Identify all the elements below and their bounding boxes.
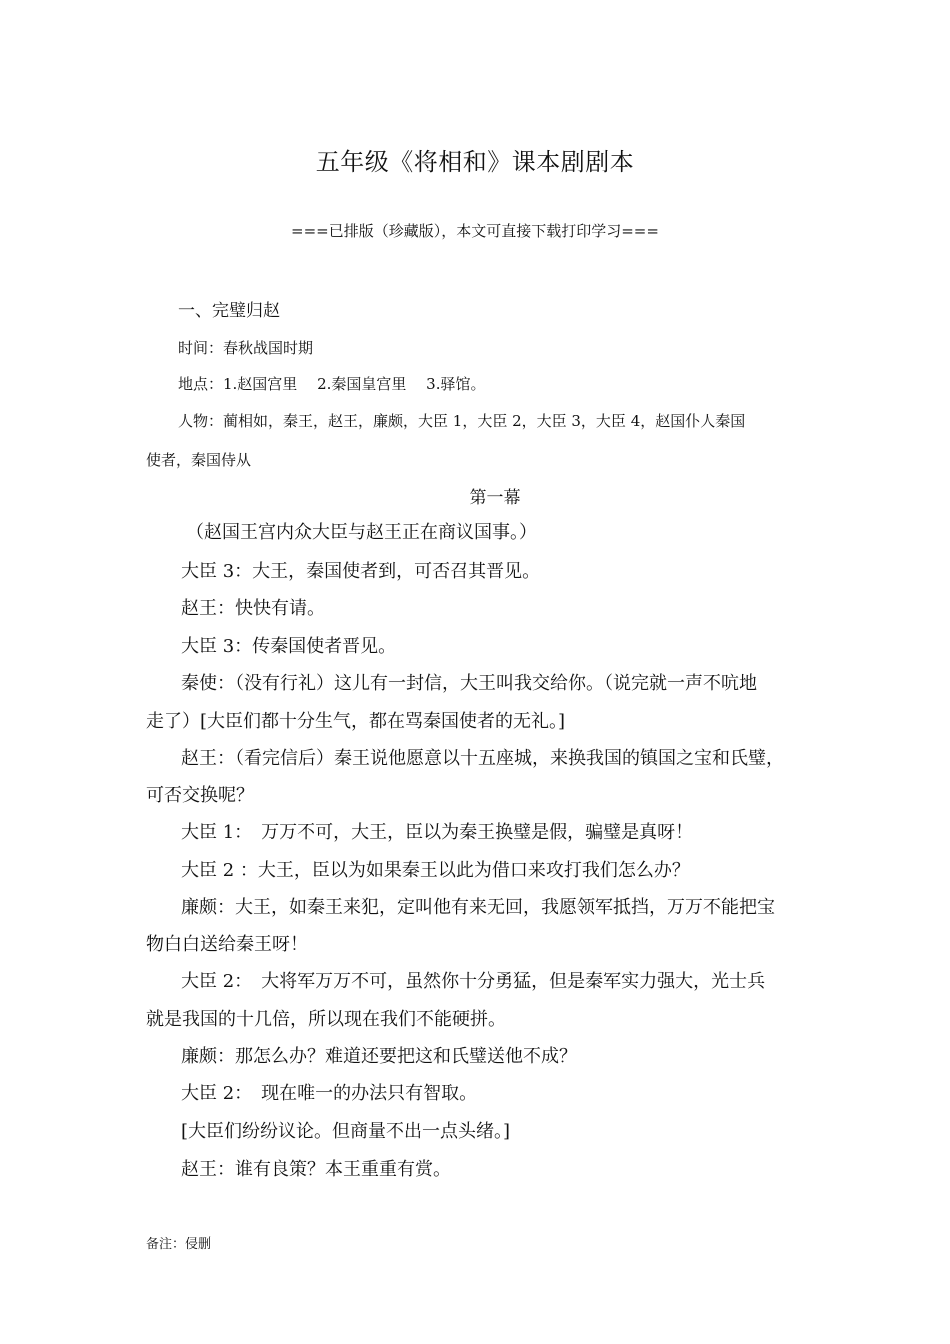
script-line: 可否交换呢？ <box>146 785 254 806</box>
script-line: 赵王：谁有良策？本王重重有赏。 <box>181 1159 451 1180</box>
script-line: 廉颇：那怎么办？难道还要把这和氏璧送他不成？ <box>181 1046 577 1067</box>
footer-note: 备注：侵删 <box>146 1237 212 1252</box>
characters-line: 人物：蔺相如，秦王，赵王，廉颇，大臣 1，大臣 2，大臣 3，大臣 4，赵国仆人秦国 <box>178 412 746 430</box>
script-line: 大臣 2： 现在唯一的办法只有智取。 <box>181 1083 478 1104</box>
scene-title: 第一幕 <box>469 488 521 508</box>
document-title: 五年级《将相和》课本剧剧本 <box>315 148 635 176</box>
script-line: 大臣 1： 万万不可，大王，臣以为秦王换璧是假，骗璧是真呀！ <box>181 822 694 843</box>
script-line: 赵王：（看完信后）秦王说他愿意以十五座城，来换我国的镇国之宝和氏璧， <box>181 748 784 769</box>
place-line: 地点：1.赵国宫里 2.秦国皇宫里 3.驿馆。 <box>178 375 486 393</box>
script-line: 廉颇：大王，如秦王来犯，定叫他有来无回，我愿领军抵挡，万万不能把宝 <box>181 897 775 918</box>
document-subtitle: ===已排版（珍藏版），本文可直接下载打印学习=== <box>291 222 659 240</box>
characters-line-continued: 使者，秦国侍从 <box>146 451 252 469</box>
script-line: 走了）[大臣们都十分生气，都在骂秦国使者的无礼。] <box>146 711 566 732</box>
script-line: （赵国王宫内众大臣与赵王正在商议国事。） <box>186 522 537 543</box>
script-line: 赵王：快快有请。 <box>181 598 325 619</box>
script-line: 大臣 3：大王，秦国使者到，可否召其晋见。 <box>181 561 541 582</box>
section-heading: 一、完璧归赵 <box>178 301 280 321</box>
script-line: [大臣们纷纷议论。但商量不出一点头绪。] <box>181 1121 511 1142</box>
script-line: 大臣 2： 大将军万万不可，虽然你十分勇猛，但是秦军实力强大，光士兵 <box>181 971 766 992</box>
time-line: 时间：春秋战国时期 <box>178 339 314 357</box>
script-line: 秦使：（没有行礼）这儿有一封信，大王叫我交给你。（说完就一声不吭地 <box>181 673 757 694</box>
script-line: 就是我国的十几倍，所以现在我们不能硬拼。 <box>146 1009 506 1030</box>
script-line: 物白白送给秦王呀！ <box>146 934 308 955</box>
script-line: 大臣 3：传秦国使者晋见。 <box>181 636 397 657</box>
script-line: 大臣 2 ：大王，臣以为如果秦王以此为借口来攻打我们怎么办？ <box>181 860 690 881</box>
